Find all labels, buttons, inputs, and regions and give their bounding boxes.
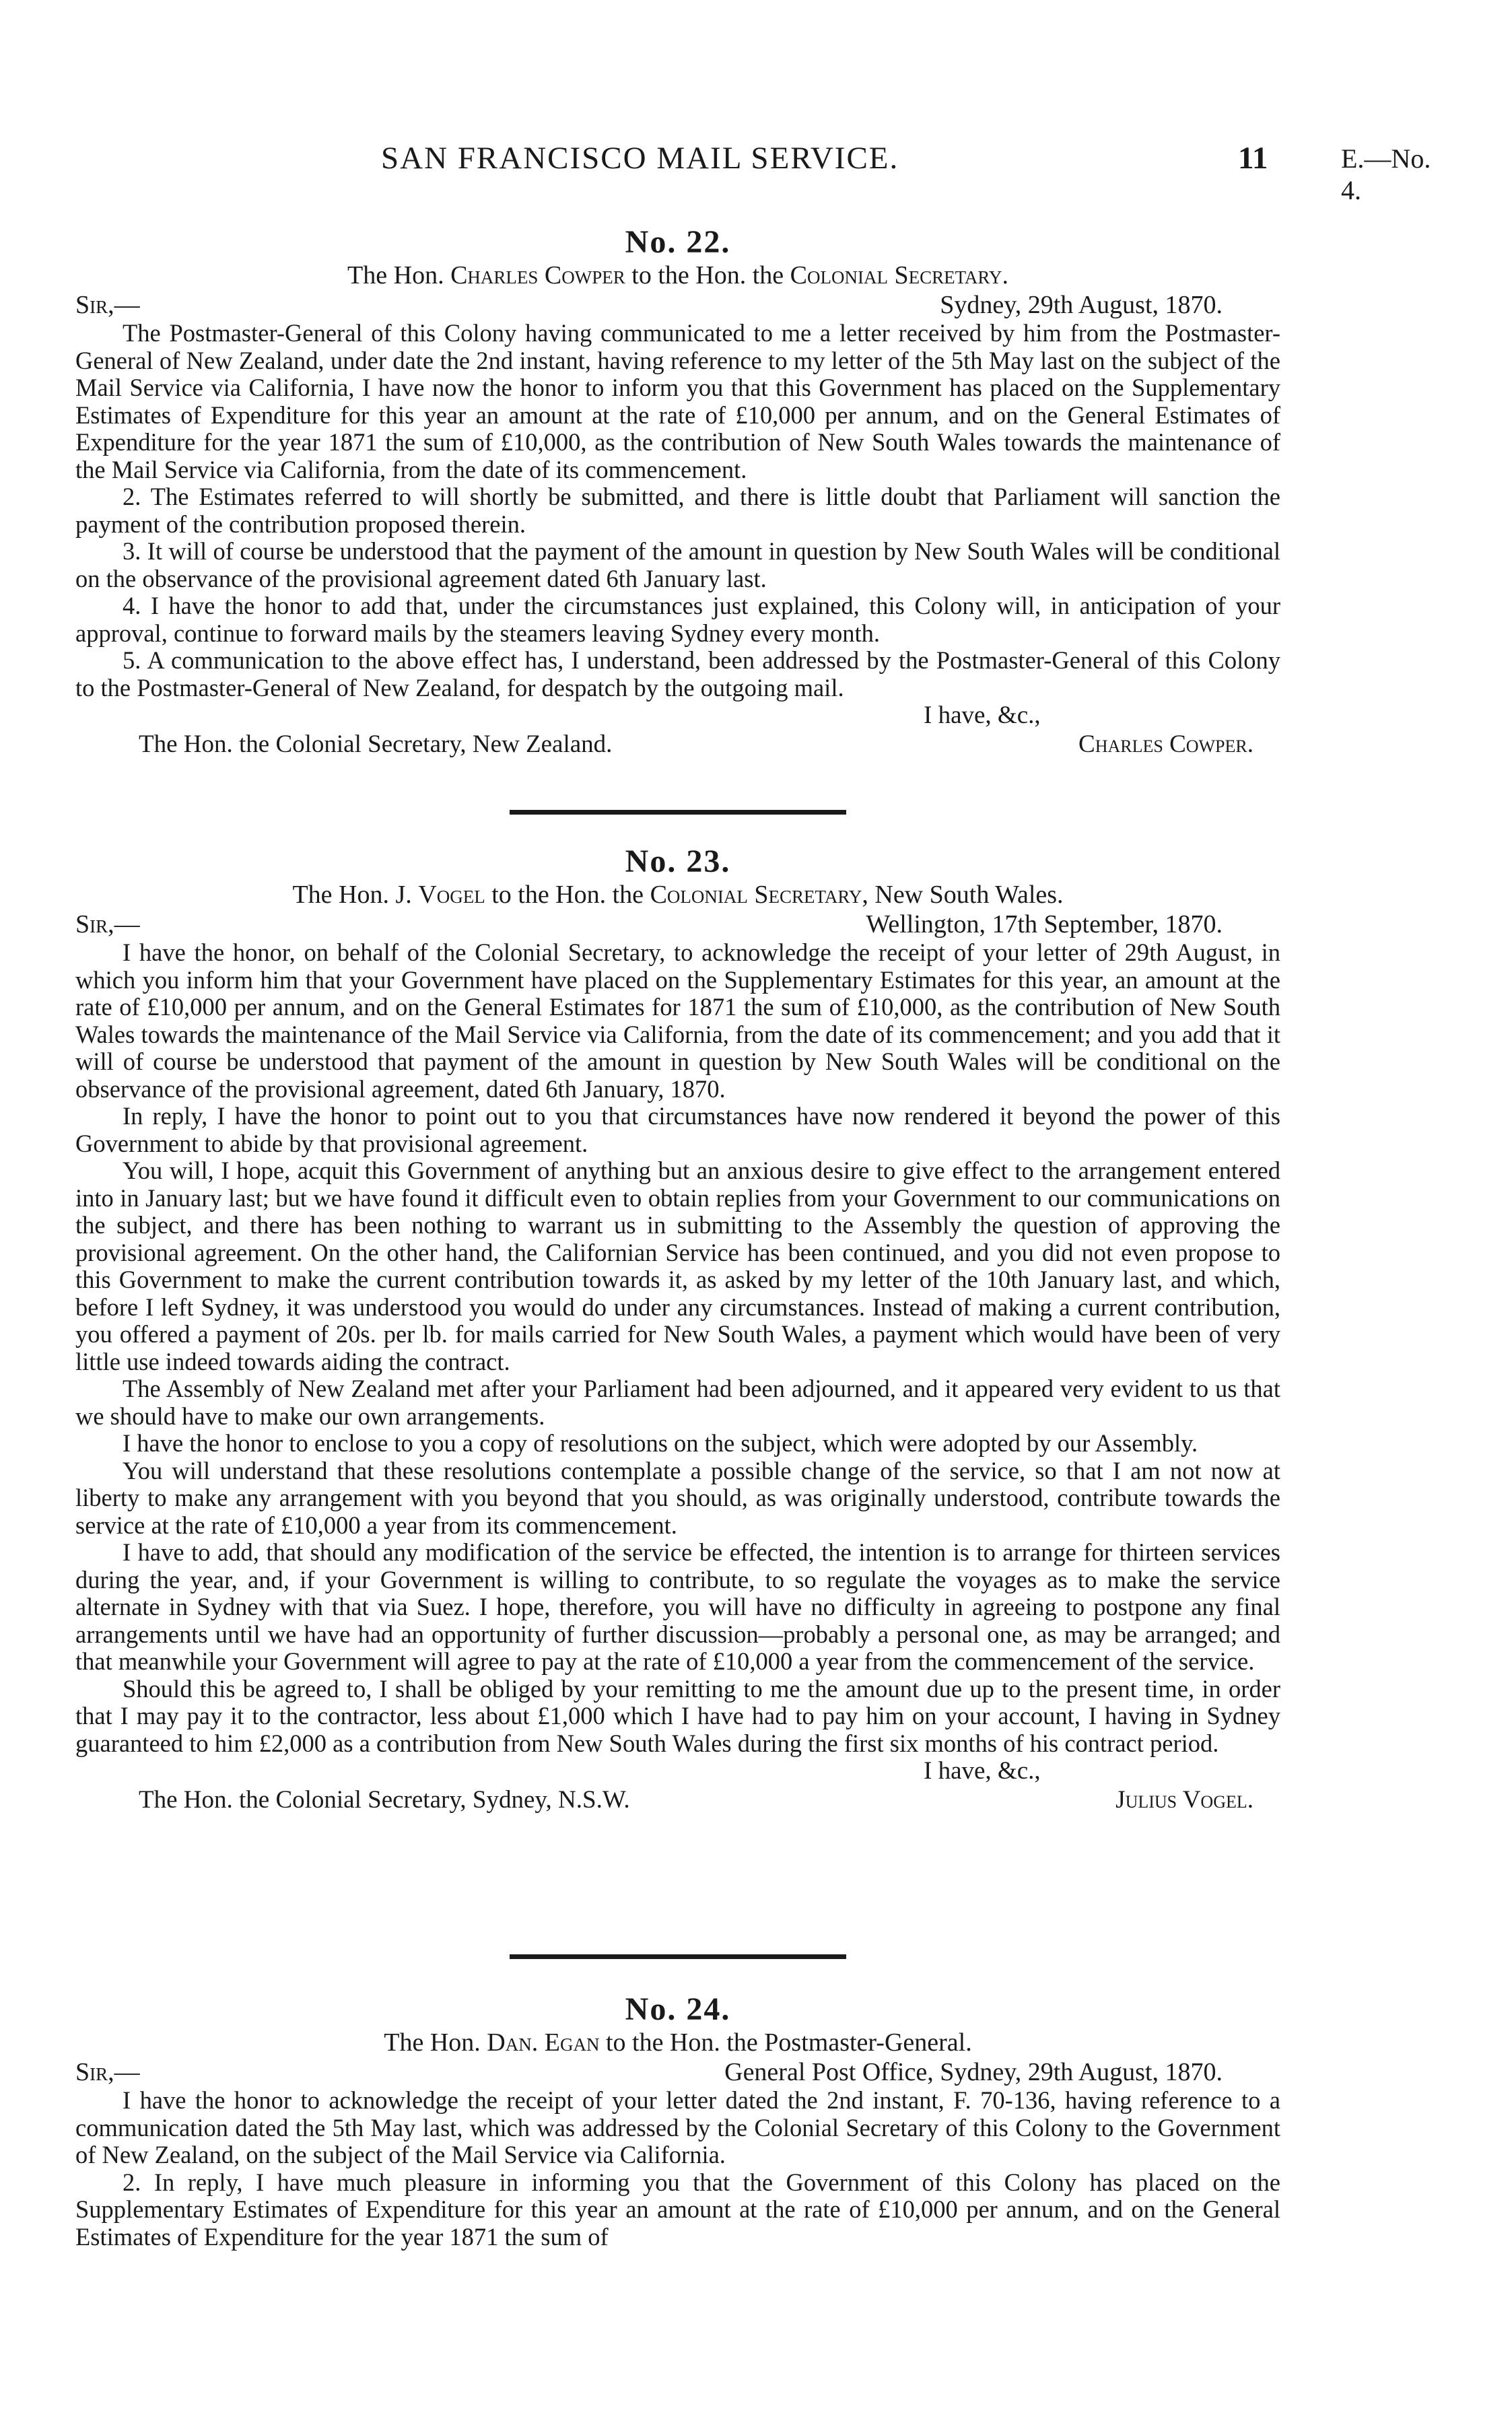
place-date: Sydney, 29th August, 1870.: [940, 291, 1223, 319]
paragraph: 2. The Estimates referred to will shortly be submitted, and there is little doubt that Parliament will sanction the payment of the contribution proposed therein.: [75, 483, 1280, 538]
paragraph: You will, I hope, acquit this Government of anything but an anxious desire to give effect to the arrangement entered into in January last; but we have found it difficult even to obtain replies from your Government to our communications on the subject, and there has been nothing to warrant us in submitting to the Assembly the question of approving the provisional agreement. On the other hand, the Californian Service has been continued, and you did not even propose to this Government to make the current contribution towards it, as asked by my letter of the 10th January last, and which, before I left Sydney, it was understood you would do under any circumstances. Instead of making a current contribution, you offered a payment of 20s. per lb. for mails carried for New South Wales, a payment which would have been of very little use indeed towards aiding the contract.: [75, 1157, 1280, 1375]
signature-row: [75, 730, 1280, 759]
signature: Julius Vogel.: [1115, 1786, 1253, 1814]
addressee: The Hon. the Colonial Secretary, Sydney, N.S.W.: [139, 1786, 630, 1814]
paragraph: You will understand that these resolutions contemplate a possible change of the service, so that I am not now at liberty to make any arrangement with you beyond that you should, as was originally understood, contribute towards the service at the rate of £10,000 a year from its commencement.: [75, 1456, 1280, 1539]
letter-heading: The Hon. Dan. Egan to the Hon. the Postmaster-General.: [384, 2028, 972, 2057]
paragraph: I have the honor to enclose to you a copy of resolutions on the subject, which were adopted by our Assembly.: [123, 1429, 1198, 1457]
running-title: SAN FRANCISCO MAIL SERVICE.: [381, 141, 899, 176]
paragraph: 4. I have the honor to add that, under the circumstances just explained, this Colony will, in anticipation of your approval, continue to forward mails by the steamers leaving Sydney every month.: [75, 592, 1280, 647]
salutation: Sir,—: [75, 2058, 140, 2086]
letter-24: [75, 1991, 1280, 2251]
paragraph: I have the honor, on behalf of the Colonial Secretary, to acknowledge the receipt of your letter of 29th August, in which you inform him that your Government have placed on the Supplementary Estimates for this year, an amount at the rate of £10,000 per annum, and on the General Estimates for 1871 the sum of £10,000, as the contribution of New South Wales towards the maintenance of the Mail Service via California, from the date of its commencement; and you add that it will of course be understood that payment of the amount in question by New South Wales will be conditional on the observance of the provisional agreement, dated 6th January, 1870.: [75, 938, 1280, 1103]
page-number: 11: [1238, 141, 1268, 176]
letter-number: No. 24.: [625, 1991, 731, 2027]
signature: Charles Cowper.: [1078, 730, 1253, 758]
section-divider: [510, 810, 846, 815]
salutation-row: [75, 290, 1280, 320]
letter-heading: The Hon. Charles Cowper to the Hon. the Colonial Secretary.: [347, 261, 1008, 289]
salutation-row: [75, 910, 1280, 939]
closing: I have, &c.,: [924, 1757, 1041, 1785]
paragraph: The Postmaster-General of this Colony having communicated to me a letter received by him from the Postmaster-General of New Zealand, under date the 2nd instant, having reference to my letter of the 5th May last on the subject of the Mail Service via California, I have now the honor to inform you that this Government has placed on the Supplementary Estimates of Expenditure for this year an amount at the rate of £10,000 per annum, and on the General Estimates of Expenditure for the year 1871 the sum of £10,000, as the contribution of New South Wales towards the maintenance of the Mail Service via California, from the date of its commencement.: [75, 319, 1280, 483]
letter-23: [75, 844, 1280, 1815]
paragraph: I have to add, that should any modification of the service be effected, the intention is to arrange for thirteen services during the year, and, if your Government is willing to contribute, to so regulate the voyages as to make the service alternate in Sydney with that via Suez. I hope, therefore, you will have no difficulty in agreeing to postpone any final arrangements until we have had an opportunity of further discussion—probably a personal one, as may be arranged; and that meanwhile your Government will agree to pay at the rate of £10,000 a year from the commencement of the service.: [75, 1538, 1280, 1675]
place-date: General Post Office, Sydney, 29th August, 1870.: [724, 2058, 1223, 2086]
letter-heading: The Hon. J. Vogel to the Hon. the Colonial Secretary, New South Wales.: [292, 881, 1064, 909]
closing: I have, &c.,: [924, 701, 1041, 729]
paper-reference: E.—No. 4.: [1341, 143, 1431, 205]
letter-22: [75, 224, 1280, 759]
paragraph: Should this be agreed to, I shall be obliged by your remitting to me the amount due up to the present time, in order that I may pay it to the contractor, less about £1,000 which I have had to pay him on your account, I having in Sydney guaranteed to him £2,000 as a contribution from New South Wales during the first six months of his contract period.: [75, 1674, 1280, 1757]
paragraph: 5. A communication to the above effect has, I understand, been addressed by the Postmaster-General of this Colony to the Postmaster-General of New Zealand, for despatch by the outgoing mail.: [75, 646, 1280, 701]
paragraph: I have the honor to acknowledge the receipt of your letter dated the 2nd instant, F. 70-136, having reference to a communication dated the 5th May last, which was addressed by the Colonial Secretary of this Colony to the Government of New Zealand, on the subject of the Mail Service via California.: [75, 2086, 1280, 2168]
place-date: Wellington, 17th September, 1870.: [866, 910, 1223, 938]
paragraph: The Assembly of New Zealand met after your Parliament had been adjourned, and it appeared very evident to us that we should have to make our own arrangements.: [75, 1375, 1280, 1430]
salutation: Sir,—: [75, 291, 140, 319]
salutation: Sir,—: [75, 910, 140, 938]
signature-row: [75, 1785, 1280, 1815]
letter-number: No. 22.: [625, 224, 731, 260]
salutation-row: [75, 2057, 1280, 2087]
running-head: [75, 140, 1455, 205]
letter-number: No. 23.: [625, 844, 731, 879]
paragraph: 3. It will of course be understood that the payment of the amount in question by New South Wales will be conditional on the observance of the provisional agreement dated 6th January last.: [75, 537, 1280, 592]
addressee: The Hon. the Colonial Secretary, New Zealand.: [139, 730, 613, 758]
paragraph: 2. In reply, I have much pleasure in informing you that the Government of this Colony has placed on the Supplementary Estimates of Expenditure for this year an amount at the rate of £10,000 per annum, and on the General Estimates of Expenditure for the year 1871 the sum of: [75, 2168, 1280, 2251]
section-divider: [510, 1954, 846, 1959]
paragraph: In reply, I have the honor to point out to you that circumstances have now rendered it beyond the power of this Government to abide by that provisional agreement.: [75, 1102, 1280, 1157]
